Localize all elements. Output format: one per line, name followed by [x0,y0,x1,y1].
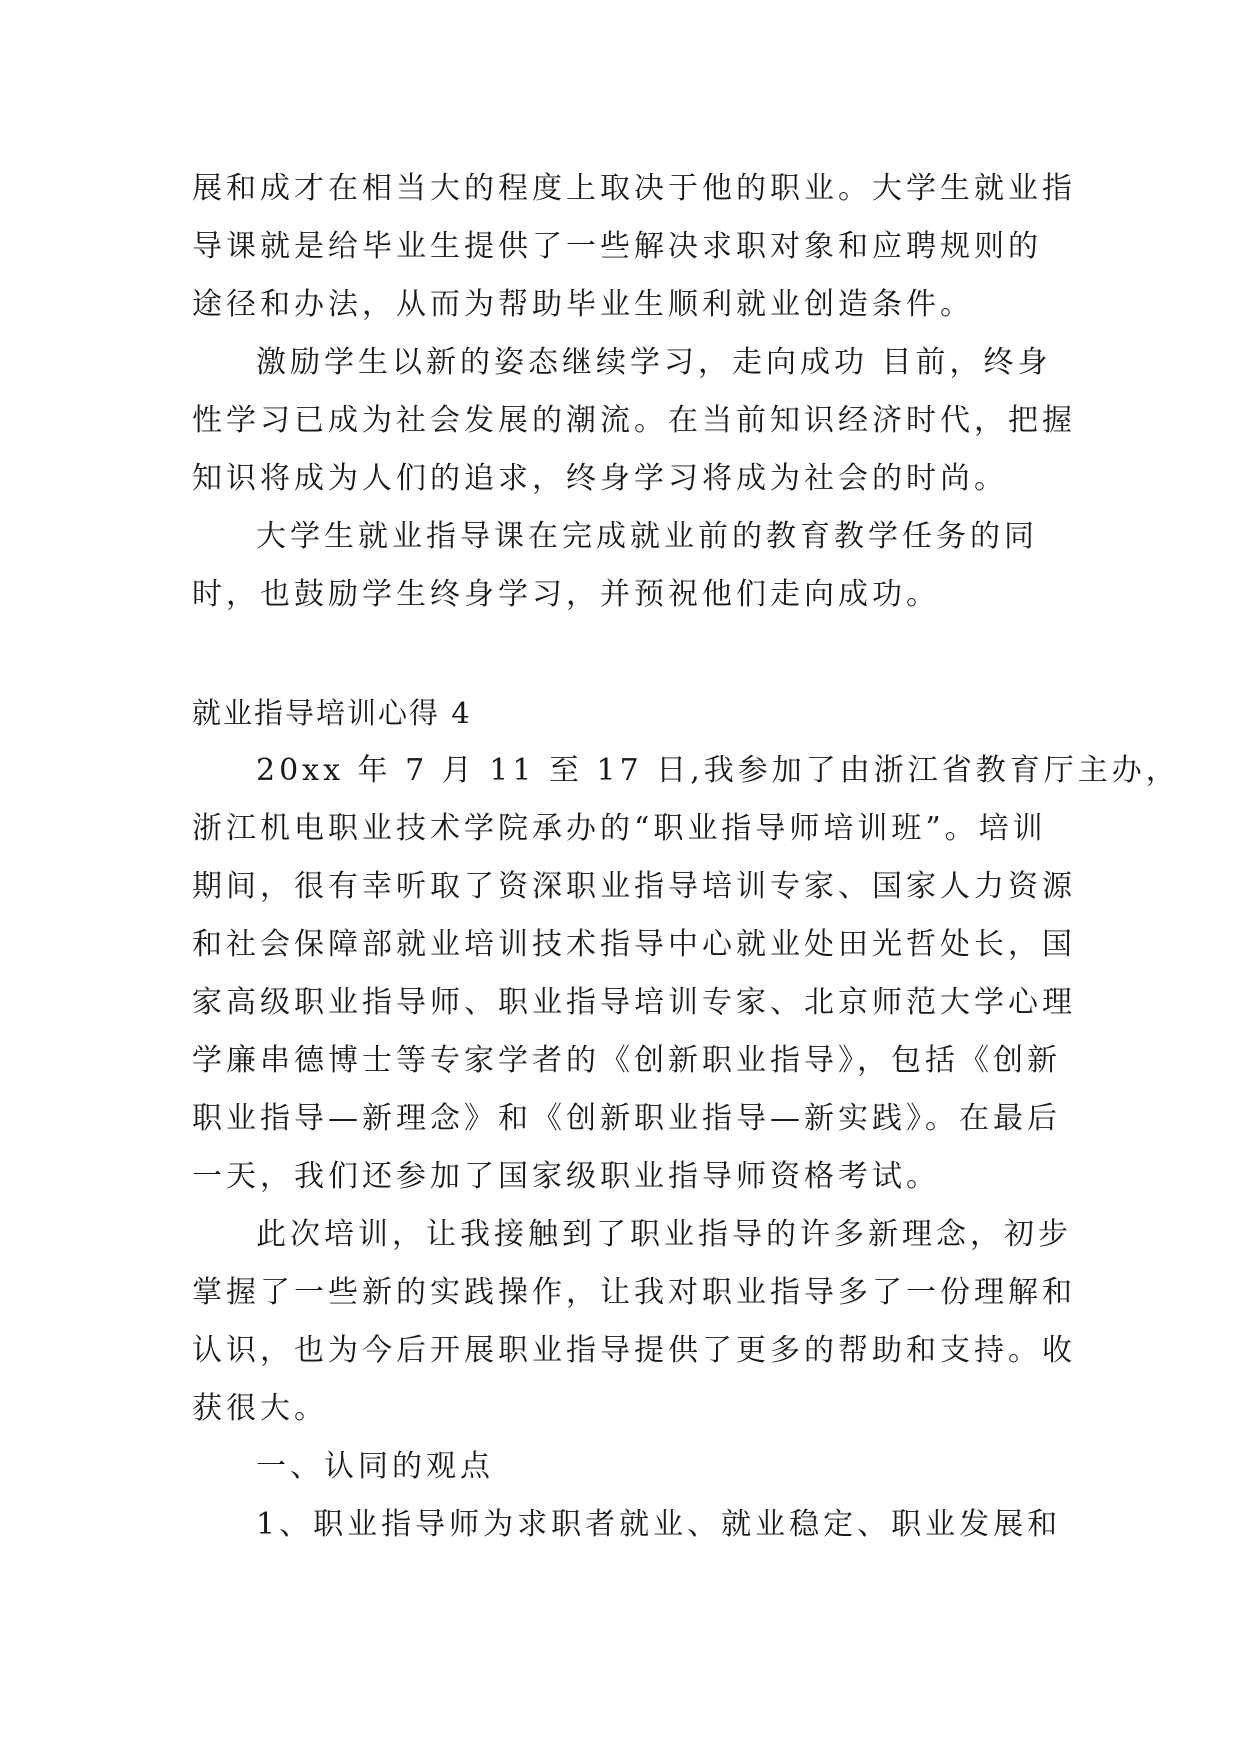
text-line: 期间，很有幸听取了资深职业指导培训专家、国家人力资源 [192,869,1076,904]
text-line: 获很大。 [192,1391,328,1426]
text-line: 认识，也为今后开展职业指导提供了更多的帮助和支持。收 [192,1333,1076,1368]
text-line: 和社会保障部就业培训技术指导中心就业处田光哲处长，国 [192,927,1076,962]
text-line: 掌握了一些新的实践操作，让我对职业指导多了一份理解和 [192,1275,1076,1310]
section-gap [192,624,1050,684]
text-line: 家高级职业指导师、职业指导培训专家、北京师范大学心理 [192,985,1076,1020]
paragraph-encourage-students [192,508,1050,624]
paragraph-career-guidance-conclusion [192,160,1076,334]
text-line: 时，也鼓励学生终身学习，并预祝他们走向成功。 [192,577,940,612]
paragraph-training-gains [192,1206,1076,1438]
text-line: 大学生就业指导课在完成就业前的教育教学任务的同 [256,519,1038,554]
text-line: 职业指导—新理念》和《创新职业指导—新实践》。在最后 [192,1101,1061,1136]
paragraph-training-overview [192,742,1180,1206]
text-line: 展和成才在相当大的程度上取决于他的职业。大学生就业指 [192,171,1076,206]
text-line: 浙江机电职业技术学院承办的“职业指导师培训班”。培训 [192,811,1047,846]
text-line: 导课就是给毕业生提供了一些解决求职对象和应聘规则的 [192,229,1042,264]
text-line: 一天，我们还参加了国家级职业指导师资格考试。 [192,1159,940,1194]
text-line: 学廉串德博士等专家学者的《创新职业指导》，包括《创新 [192,1043,1061,1078]
subsection-heading: 一、认同的观点 [256,1449,494,1484]
section-heading: 就业指导培训心得 4 [192,696,472,730]
text-line: 途径和办法，从而为帮助毕业生顺利就业创造条件。 [192,287,974,322]
document-page [192,160,1180,1554]
text-line: 激励学生以新的姿态继续学习，走向成功 目前，终身 [256,345,1052,380]
text-line: 知识将成为人们的追求，终身学习将成为社会的时尚。 [192,461,1008,496]
text-line: 此次培训，让我接触到了职业指导的许多新理念，初步 [256,1217,1072,1252]
text-line: 20xx 年 7 月 11 至 17 日,我参加了由浙江省教育厅主办， [256,753,1180,788]
paragraph-lifelong-learning [192,334,1076,508]
list-item: 1、职业指导师为求职者就业、就业稳定、职业发展和 [256,1507,1062,1542]
text-line: 性学习已成为社会发展的潮流。在当前知识经济时代，把握 [192,403,1076,438]
